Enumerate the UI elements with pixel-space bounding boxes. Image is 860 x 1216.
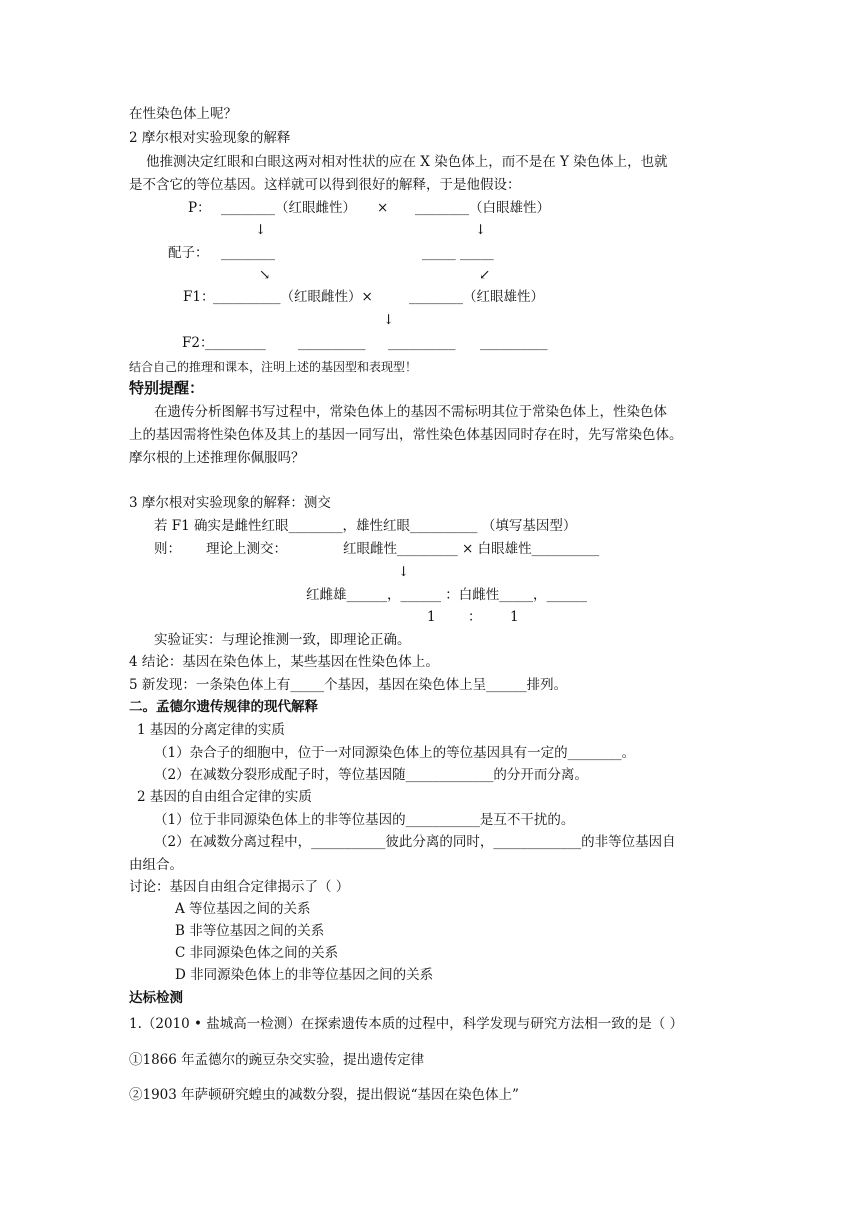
text-line: 由组合。 (129, 857, 183, 873)
p-male: ________（白眼雄性） (415, 200, 550, 216)
arrow-down-right-icon: ↘ (259, 267, 271, 283)
text-line: 讨论：基因自由组合定律揭示了（ ） (129, 879, 350, 895)
paragraph-line: 在遗传分析图解书写过程中，常染色体上的基因不需标明其位于常染色体上，性染色体 (154, 404, 667, 420)
option-d: D 非同源染色体上的非等位基因之间的关系 (175, 967, 434, 983)
paragraph-line: 上的基因需将性染色体及其上的基因一同写出，常性染色体基因同时存在时，先写常染色体。 (129, 427, 683, 443)
paragraph-line: 摩尔根的上述推理你佩服吗？ (129, 450, 305, 466)
question-line: 1.（2010 • 盐城高一检测）在探索遗传本质的过程中，科学发现与研究方法相一致的是（ ） (129, 1016, 684, 1032)
arrow-down-icon: ↓ (398, 564, 410, 580)
f1-label: F1： (183, 289, 215, 305)
text-line: 在性染色体上呢？ (129, 106, 237, 122)
section-heading: 3 摩尔根对实验现象的解释：测交 (129, 495, 331, 511)
f1-female: __________（红眼雌性）× (213, 289, 373, 305)
text-line: 理论上测交： (206, 541, 287, 557)
ratio-value: 1 (510, 609, 519, 625)
f1-male: ________（红眼雄性） (409, 289, 544, 305)
text-line: （2）在减数分裂形成配子时，等位基因随_____________的分开而分离。 (154, 767, 588, 783)
paragraph-line: 是不含它的等位基因。这样就可以得到很好的解释，于是他假设： (129, 177, 521, 193)
text-line: （2）在减数分离过程中，___________彼此分离的同时，_____________的非等位基因自 (154, 834, 676, 850)
gamete-male: _____ _____ (422, 245, 494, 261)
paragraph-line: 他推测决定红眼和白眼这两对相对性状的应在 X 染色体上，而不是在 Y 染色体上，也就 (146, 154, 668, 170)
f2-label: F2： (182, 335, 214, 351)
text-line: 则： (154, 541, 181, 557)
option-c: C 非同源染色体之间的关系 (175, 945, 339, 961)
f2-blank: _________ (205, 335, 266, 351)
f2-blank: __________ (480, 335, 548, 351)
question-item: ①1866 年孟德尔的豌豆杂交实验，提出遗传定律 (129, 1052, 425, 1068)
text-line: 红眼雌性_________ × 白眼雄性__________ (343, 541, 600, 557)
cross-symbol: × (377, 200, 389, 216)
text-line: 若 F1 确实是雌性红眼________，雄性红眼__________ （填写基因型） (154, 518, 577, 534)
gamete-label: 配子： (168, 245, 209, 261)
tip-title: 特别提醒： (129, 379, 205, 397)
arrow-down-icon: ↓ (383, 312, 395, 328)
text-line: （1）位于非同源染色体上的非等位基因的___________是互不干扰的。 (154, 812, 575, 828)
p-label: P： (188, 200, 211, 216)
f2-blank: __________ (388, 335, 456, 351)
note-line: 结合自己的推理和课本，注明上述的基因型和表现型！ (129, 360, 418, 374)
arrow-down-left-icon: ↙ (479, 267, 491, 283)
option-b: B 非等位基因之间的关系 (175, 923, 325, 939)
subsection-heading: 2 基因的自由组合定律的实质 (137, 789, 312, 805)
ratio-value: 1 (427, 609, 436, 625)
arrow-down-icon: ↓ (475, 222, 487, 238)
option-a: A 等位基因之间的关系 (175, 901, 311, 917)
p-female: ________（红眼雌性） (221, 200, 356, 216)
gamete-female: ________ (221, 245, 275, 261)
arrow-down-icon: ↓ (255, 222, 267, 238)
section-title: 达标检测 (129, 990, 183, 1006)
section-heading: 2 摩尔根对实验现象的解释 (129, 130, 291, 146)
text-line: 4 结论：基因在染色体上，某些基因在性染色体上。 (129, 654, 439, 670)
text-line: 实验证实：与理论推测一致，即理论正确。 (154, 632, 411, 648)
text-line: （1）杂合子的细胞中，位于一对同源染色体上的等位基因具有一定的________。 (154, 745, 636, 761)
text-line: 5 新发现：一条染色体上有_____个基因，基因在染色体上呈______排列。 (129, 677, 568, 693)
ratio-colon: ： (468, 609, 482, 625)
subsection-heading: 1 基因的分离定律的实质 (137, 722, 285, 738)
f2-blank: __________ (298, 335, 366, 351)
section-title: 二。孟德尔遗传规律的现代解释 (129, 699, 318, 715)
text-line: 红雌雄______，______ ：白雌性_____，______ (306, 587, 588, 603)
question-item: ②1903 年萨顿研究蝗虫的减数分裂，提出假说“基因在染色体上” (129, 1087, 519, 1103)
